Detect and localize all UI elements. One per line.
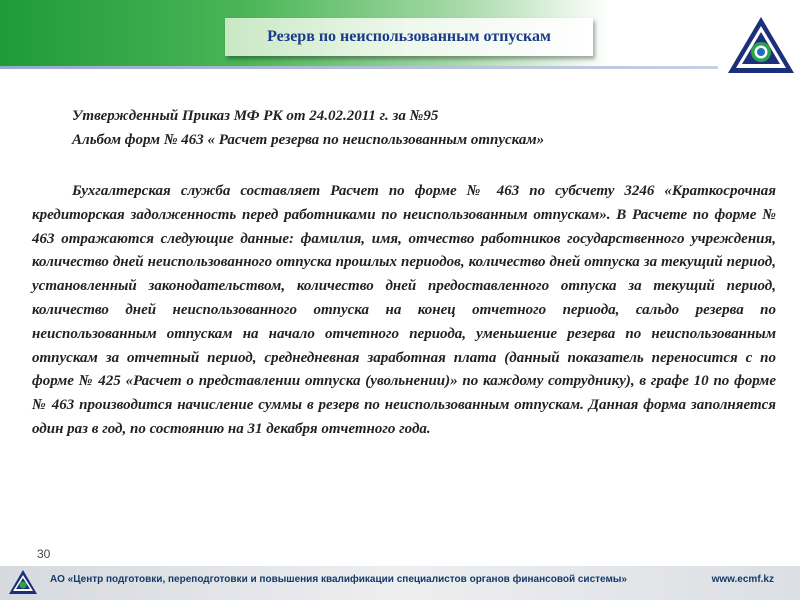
slide-title: Резерв по неиспользованным отпускам <box>267 28 551 45</box>
header-divider <box>0 66 718 69</box>
page-number: 30 <box>37 547 51 561</box>
form-album-reference: Альбом форм № 463 « Расчет резерва по неиспользованным отпускам» <box>72 132 545 148</box>
title-box <box>225 18 593 56</box>
reference-block <box>72 104 776 152</box>
body-paragraph: Бухгалтерская служба составляет Расчет по форме № 463 по субсчету 3246 «Краткосрочная кредиторская задолженность перед работниками по неиспользованным отпускам». В Расчете по форме № 463 отражаются следующие данные: фамилия, имя, отчество работников государственного учреждения, количество дней неиспользованного отпуска прошлых периодов, количество дней отпуска за текущий период, установленный законодательством, количество дней предоставленного отпуска за текущий период, количество дней неиспользованного отпуска на конец отчетного периода, сальдо резерва по неиспользованным отпускам на начало отчетного периода, уменьшение резерва по неиспользованным отпускам за отчетный период, среднедневная заработная плата (данный показатель переносится с по форме № 425 «Расчет о представлении отпуска (увольнении)» по каждому сотруднику), в графе 10 по форме № 463 производится начисление суммы в резерв по неиспользованным отпускам. Данная форма заполняется один раз в год, по состоянию на 31 декабря отчетного года. <box>32 183 776 437</box>
slide-footer <box>0 566 800 600</box>
decree-reference: Утвержденный Приказ МФ РК от 24.02.2011 г. за №95 <box>72 108 439 124</box>
footer-logo-icon <box>8 569 38 595</box>
slide-header <box>0 0 800 80</box>
footer-organization: АО «Центр подготовки, переподготовки и повышения квалификации специалистов органов финансовой системы» <box>50 574 627 585</box>
organization-logo-icon <box>727 16 795 74</box>
footer-website-link[interactable]: www.ecmf.kz <box>711 574 774 585</box>
